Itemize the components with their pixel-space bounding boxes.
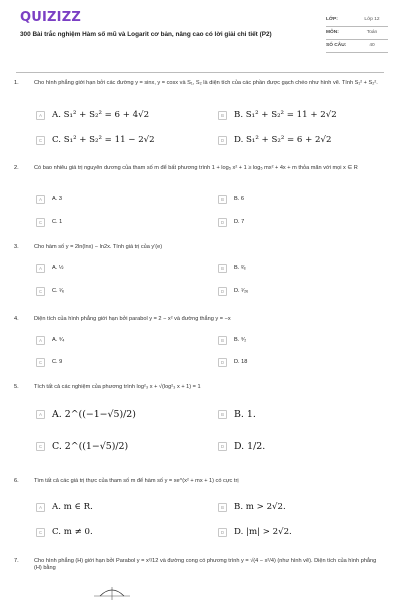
meta-subject-label: MÔN:: [326, 30, 339, 35]
option-d-text: D. ¹⁄₂ₑ: [234, 288, 249, 294]
option-d-text: D. 1/2.: [234, 441, 266, 452]
option-d-box[interactable]: D: [218, 442, 227, 451]
question-number: 7.: [14, 558, 19, 564]
option-a-box[interactable]: A: [36, 195, 45, 204]
header-divider: [16, 72, 384, 73]
option-c-box[interactable]: C: [36, 136, 45, 145]
meta-count-label: SỐ CÂU:: [326, 43, 347, 48]
meta-count-value: 40: [369, 43, 375, 48]
option-c-text: C. S₁² + S₂² = 11 − 2√2: [52, 135, 155, 145]
option-c[interactable]: [36, 218, 62, 227]
option-c[interactable]: [36, 135, 155, 146]
option-a-text: A. ⁹⁄₄: [52, 337, 65, 343]
option-c-text: C. m ≠ 0.: [52, 527, 93, 537]
option-a[interactable]: [36, 195, 62, 204]
option-c-box[interactable]: C: [36, 358, 45, 367]
option-c[interactable]: [36, 441, 128, 453]
meta-subject-value: Toán: [366, 30, 378, 35]
question-7-graph-image: [92, 586, 132, 600]
option-d[interactable]: [218, 287, 248, 296]
option-c-text: C. 9: [52, 359, 63, 365]
option-a-box[interactable]: A: [36, 264, 45, 273]
option-a[interactable]: [36, 264, 64, 273]
option-b-box[interactable]: B: [218, 336, 227, 345]
option-d[interactable]: [218, 358, 247, 367]
option-b-text: B. ⁹⁄₂: [234, 337, 247, 343]
option-a[interactable]: [36, 502, 93, 513]
option-a-box[interactable]: A: [36, 336, 45, 345]
option-d-box[interactable]: D: [218, 528, 227, 537]
option-d-box[interactable]: D: [218, 136, 227, 145]
question-text: Có bao nhiêu giá trị nguyên dương của tham số m để bất phương trình 1 + log₅ x² + 1 ≥ log₅ mx² + 4x + m thỏa mãn với mọi x ∈ R: [34, 165, 358, 171]
option-b-text: B. 1.: [234, 409, 256, 420]
option-b[interactable]: [218, 336, 246, 345]
option-a[interactable]: [36, 110, 149, 121]
option-c-box[interactable]: C: [36, 218, 45, 227]
option-b[interactable]: [218, 502, 286, 513]
option-a-box[interactable]: A: [36, 111, 45, 120]
worksheet-title: 300 Bài trắc nghiệm Hàm số mũ và Logarit cơ bản, nâng cao có lời giải chi tiết (P2): [20, 31, 272, 38]
option-d-text: D. S₁² + S₂² = 6 + 2√2: [234, 135, 332, 145]
option-c-box[interactable]: C: [36, 528, 45, 537]
option-d-text: D. 7: [234, 219, 245, 225]
option-b-text: B. S₁² + S₂² = 11 + 2√2: [234, 110, 337, 120]
option-a-text: A. m ∈ R.: [52, 502, 93, 512]
quizizz-logo: QUIZIZZ: [20, 10, 81, 25]
meta-class-label: LỚP:: [326, 17, 338, 22]
question-number: 5.: [14, 384, 19, 390]
option-c-text: C. 1: [52, 219, 63, 225]
option-d[interactable]: [218, 135, 331, 146]
question-text: Diện tích của hình phẳng giới hạn bởi parabol y = 2 − x² và đường thẳng y = −x: [34, 316, 231, 322]
option-c[interactable]: [36, 358, 62, 367]
question-number: 2.: [14, 165, 19, 171]
meta-class-value: Lớp 12: [364, 17, 380, 22]
question-text: Cho hàm số y = 2ln(lnx) − ln2x. Tính giá trị của y′(e): [34, 244, 163, 250]
worksheet-meta: [326, 14, 388, 53]
option-b-text: B. m > 2√2.: [234, 502, 286, 512]
option-d[interactable]: [218, 527, 292, 538]
worksheet-header: [0, 0, 400, 64]
option-d-box[interactable]: D: [218, 358, 227, 367]
option-d[interactable]: [218, 218, 244, 227]
option-a-text: A. S₁² + S₂² = 6 + 4√2: [52, 110, 150, 120]
option-b-box[interactable]: B: [218, 264, 227, 273]
option-a[interactable]: [36, 409, 136, 421]
option-a-box[interactable]: A: [36, 410, 45, 419]
option-b[interactable]: [218, 110, 337, 121]
option-c[interactable]: [36, 527, 93, 538]
question-number: 1.: [14, 80, 19, 86]
meta-subject-row: [326, 27, 388, 40]
option-d[interactable]: [218, 441, 265, 453]
question-text: Tích tất cả các nghiệm của phương trình log²₃ x + √(log²₃ x + 1) = 1: [34, 384, 201, 390]
option-b-box[interactable]: B: [218, 111, 227, 120]
option-a-box[interactable]: A: [36, 503, 45, 512]
option-b-box[interactable]: B: [218, 195, 227, 204]
option-c-box[interactable]: C: [36, 287, 45, 296]
option-b-text: B. ²⁄ₑ: [234, 265, 246, 271]
meta-count-row: [326, 40, 388, 53]
option-d-text: D. 18: [234, 359, 248, 365]
option-d-text: D. |m| > 2√2.: [234, 527, 292, 537]
option-c-text: C. ¹⁄ₑ: [52, 288, 65, 294]
option-b[interactable]: [218, 195, 244, 204]
option-b-text: B. 6: [234, 196, 244, 202]
option-d-box[interactable]: D: [218, 218, 227, 227]
option-a-text: A. 2^((−1−√5)/2): [52, 409, 136, 420]
option-c-text: C. 2^((1−√5)/2): [52, 441, 129, 452]
option-b-box[interactable]: B: [218, 410, 227, 419]
option-b-box[interactable]: B: [218, 503, 227, 512]
question-number: 3.: [14, 244, 19, 250]
question-text: Cho hình phẳng giới hạn bởi các đường y = sinx, y = cosx và S₁, S₂ là diện tích của các phần được gạch chéo như hình vẽ. Tính S₁² + S₂².: [34, 80, 378, 86]
question-number: 4.: [14, 316, 19, 322]
option-d-box[interactable]: D: [218, 287, 227, 296]
question-number: 6.: [14, 478, 19, 484]
option-c[interactable]: [36, 287, 64, 296]
option-a-text: A. 3: [52, 196, 62, 202]
meta-class-row: [326, 14, 388, 27]
option-b[interactable]: [218, 264, 246, 273]
question-text: Cho hình phẳng (H) giới hạn bởi Parabol y = x²/12 và đường cong có phương trình y = √(4 − x²/4) (như hình vẽ). Diện tích của hình phẳng (H) bằng: [34, 558, 377, 571]
option-b[interactable]: [218, 409, 256, 421]
option-a[interactable]: [36, 336, 64, 345]
option-c-box[interactable]: C: [36, 442, 45, 451]
question-text: Tìm tất cả các giá trị thực của tham số m để hàm số y = xe^(x² + mx + 1) có cực trị: [34, 478, 239, 484]
option-a-text: A. ½: [52, 265, 64, 271]
